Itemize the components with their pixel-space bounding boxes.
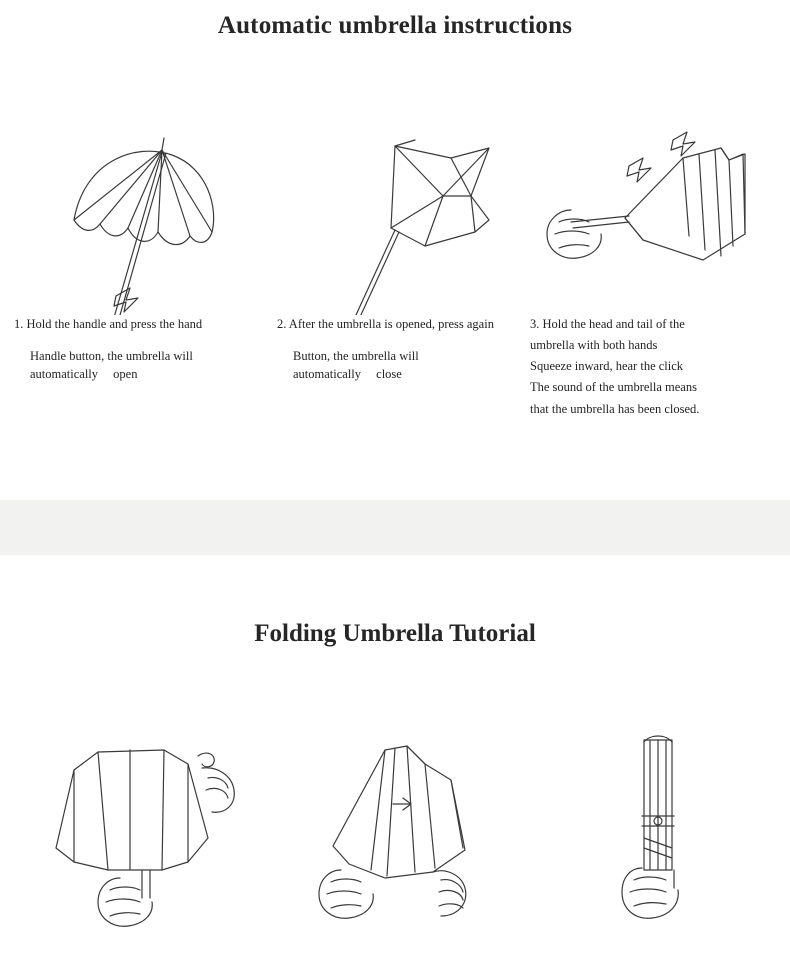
fold-panel-1 (0, 720, 263, 935)
folding-panels (0, 720, 790, 935)
step-panel-2 (263, 100, 526, 421)
section-divider (0, 500, 790, 555)
figure-closing-umbrella (263, 100, 526, 315)
step-3-caption (526, 315, 789, 418)
step-2-line-1: 2. After the umbrella is opened, press again (277, 317, 494, 331)
page-title: Automatic umbrella instructions (217, 12, 573, 39)
figure-folding-panels (275, 720, 515, 935)
figure-open-umbrella (0, 100, 263, 315)
step-panel-3 (526, 100, 789, 421)
figure-gathering-canopy (12, 720, 252, 935)
step-2-line-4: close (376, 367, 402, 382)
fold-panel-3 (526, 720, 789, 935)
folding-tutorial-section (0, 555, 790, 955)
step-1-line-3: automatically (30, 367, 99, 382)
step-2-line-3: automatically (293, 367, 362, 382)
step-panels (0, 100, 790, 421)
step-2-caption (263, 315, 526, 383)
step-1-line-4: open (113, 367, 138, 382)
step-2-line-2: Button, the umbrella will (293, 349, 419, 364)
step-3-line-2: umbrella with both hands (530, 338, 658, 353)
figure-compressing-umbrella (526, 100, 789, 315)
step-1-line-2: Handle button, the umbrella will (30, 349, 193, 364)
step-1-caption (0, 315, 263, 383)
fold-panel-2 (263, 720, 526, 935)
step-panel-1 (0, 100, 263, 421)
step-3-line-5: that the umbrella has been closed. (530, 401, 700, 416)
step-3-line-1: 3. Hold the head and tail of the (530, 317, 685, 331)
step-3-line-3: Squeeze inward, hear the click (530, 359, 684, 374)
section-title-folding: Folding Umbrella Tutorial (254, 620, 536, 647)
step-1-line-1: 1. Hold the handle and press the hand (14, 317, 203, 331)
step-3-line-4: The sound of the umbrella means (530, 380, 697, 395)
figure-closed-umbrella (538, 720, 778, 935)
